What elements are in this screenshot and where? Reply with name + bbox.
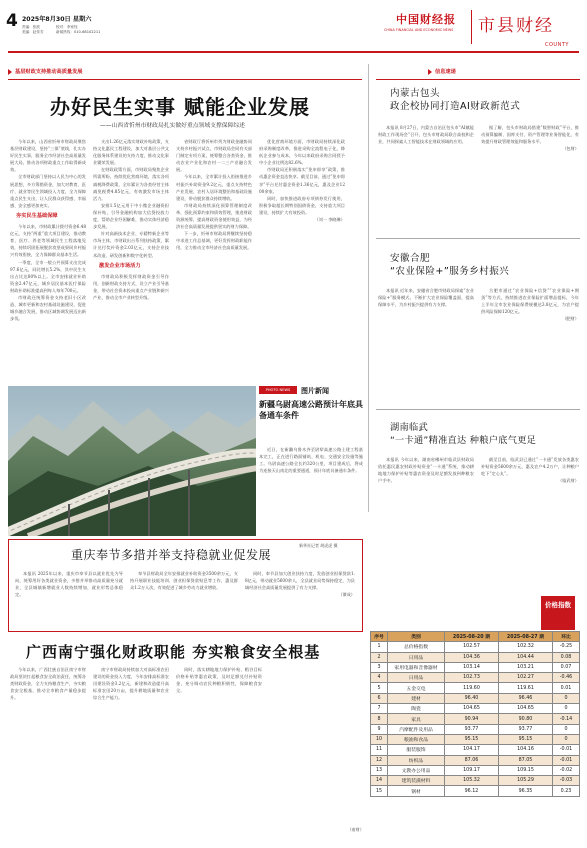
subsection-heading: 夯实民生基础保障 [16, 212, 58, 219]
table-cell: 87.05 [499, 755, 553, 765]
table-cell: 105.32 [445, 776, 499, 786]
table-cell: 粮油和食品 [388, 734, 445, 744]
chongqing-headline: 重庆奉节多措并举支持稳就业促发展 [71, 548, 272, 562]
price-index-table [370, 631, 580, 797]
table-row [371, 724, 580, 734]
table-cell: 104.44 [499, 652, 553, 662]
photo-news-badge: PHOTO NEWS [259, 386, 297, 394]
triangle-icon [428, 69, 432, 75]
table-cell: 109.17 [445, 765, 499, 775]
table-cell: -0.14 [553, 714, 580, 724]
paragraph: 在财政政策方面，市财政局聚焦企业所需所盼，持续优化营商环境，落实各项减税降费政策，全年累计为各类经营主体减免税费4.85亿元，有效激发市场主体活力。 [93, 167, 169, 201]
table-cell: 钢材 [388, 786, 445, 796]
table-row [371, 683, 580, 693]
table-cell: 0.08 [553, 652, 580, 662]
price-index-stamp: 价格指数 [541, 596, 575, 630]
paragraph: 今年以来，山西省忻州市财政局聚焦基层财政建设，坚持“三保”底线，扎实办好民生实事，服务全市经济社会高质量发展大局，推动各项财政重点工作取得新成效。 [10, 139, 86, 173]
right-article-3-body-b [481, 456, 579, 566]
header-divider [471, 10, 472, 44]
paragraph: 市财政局积极发挥财政资金引导作用，创新财政支持方式，设立产业引导基金，带动社会资本投向重点产业链和新兴产业，推动全市产业转型升级。 [93, 273, 169, 300]
column-header: 2025-08-27 期 [499, 632, 553, 642]
table-cell: 90.80 [499, 714, 553, 724]
paragraph: 同时，加快推进政府专项债券发行使用，积极争取超长期特别国债资金，支持重大项目建设，持续扩大有效投资。 [259, 195, 345, 215]
guangxi-col-2 [93, 666, 169, 842]
main-col-3 [176, 138, 252, 371]
table-cell: -0.46 [553, 673, 580, 683]
photo-news-label: 图片新闻 [301, 387, 329, 395]
table-cell: 3 [371, 662, 388, 672]
table-cell: 95.15 [499, 734, 553, 744]
paragraph: 今年以来，市财政累计拨付资金6.48亿元，支持“两重”重大项目建设，推动教育、医疗、养老等领域民生工程落地见效，持续巩固拓展脱贫攻坚成果同乡村振兴有效衔接，全力保障群众基本生活。 [10, 224, 86, 258]
table-cell: 87.06 [445, 755, 499, 765]
table-cell: 95.15 [445, 734, 499, 744]
table-cell: 0.01 [553, 683, 580, 693]
table-cell: 文教办公用品 [388, 765, 445, 775]
photo-news-caption [259, 446, 363, 546]
divider [376, 79, 580, 80]
guangxi-col-1 [10, 666, 86, 842]
table-cell: 90.94 [445, 714, 499, 724]
paragraph: 南宁市财政局持续加大对高标准农田建设的资金投入力度，今年安排高标准农田建设资金3.2亿元，新建和改造提升高标准农田20万亩，提升耕地质量和农业综合生产能力。 [93, 667, 169, 701]
paragraph: 优化营商环境方面，市财政局持续深化政府采购制度改革，推进采购全流程电子化，降低企业参与成本，今年以来政府采购合同授予中小企业比例达82.6%。 [259, 139, 345, 166]
table-cell: 96.12 [445, 786, 499, 796]
paragraph: 今年以来，广西壮族自治区南宁市财政局坚决扛起粮食安全政治责任，统筹各类财政资金，全力支持粮食生产，夯实粮食安全根基，推动全市粮食产量稳步提升。 [10, 667, 86, 701]
chongqing-col-3 [245, 570, 355, 628]
table-cell: 96.46 [499, 693, 553, 703]
table-cell: 104.65 [445, 704, 499, 714]
table-cell: 家用电器和音像器材 [388, 662, 445, 672]
column-divider [368, 64, 369, 512]
table-cell: 104.65 [499, 704, 553, 714]
paragraph: 一季度，全市一般公共预算支出完成97.6亿元，同比增长5.2%，其中民生支出占比达80%以上。全市安排就业补助资金2.47亿元，城乡居民基本医疗保险财政补助标准提高到每人每年700元。 [10, 259, 86, 293]
guangxi-col-3 [176, 666, 262, 842]
main-subhead: ——山西省忻州市财政局扎实做好重点领域支撑保障综述 [100, 123, 245, 129]
section-label: 基层财政支持推动高质量发展 [8, 68, 82, 75]
author-credit: （刘一 李晓琳） [314, 217, 345, 223]
table-cell: 0 [553, 734, 580, 744]
paragraph: 本报讯 8月27日，内蒙古自治区包头市“AI赋能财政工作现场会”召开，包头市财政局联合高校和企业，共同探索人工智能技术在财政领域的应用。 [378, 125, 474, 145]
divider [376, 409, 580, 410]
table-cell: 102.27 [499, 673, 553, 683]
paper-logo: 中国财经报 [396, 13, 456, 26]
table-cell: 93.77 [445, 724, 499, 734]
column-header: 类别 [388, 632, 445, 642]
paragraph: 截至目前，临武县已通过“一卡通”发放各类惠农补贴资金5600余万元，惠及农户4.2万户，让种粮户吃下“定心丸”。 [481, 457, 579, 477]
editor-line: 美编：赵传芳 [22, 30, 44, 34]
table-cell: 104.36 [445, 652, 499, 662]
table-row [371, 693, 580, 703]
table-cell: -0.01 [553, 755, 580, 765]
author-credit: （临武财） [558, 478, 579, 484]
table-cell: 7 [371, 704, 388, 714]
right-article-1-title: 内蒙古包头 政企校协同打造AI财政新范式 [390, 88, 521, 112]
right-article-2-title: 安徽合肥 “农业保险+”服务乡村振兴 [390, 253, 510, 277]
paragraph: 同时，落实耕地地力保护补贴、稻谷目标价格补贴等惠农政策，及时足额兑付补贴资金，充分调动农民种粮积极性，保障粮食安全。 [176, 667, 262, 694]
table-row [371, 704, 580, 714]
table-row [371, 642, 580, 652]
table-cell: 总价格指数 [388, 642, 445, 652]
table-cell: 13 [371, 765, 388, 775]
table-cell: 104.17 [445, 745, 499, 755]
paragraph: 全市财政部门坚持以人民为中心的发展思想，多方筹措资金，加大对教育、医疗、就业等民生领域投入力度，全力保障重点民生支出，让人民群众获得感、幸福感、安全感更加充实。 [10, 174, 86, 208]
paragraph: 安排1.5亿元用于中小微企业融资担保补贴，引导金融机构加大信贷投放力度，帮助企业纾困解难，推动实体经济稳步发展。 [93, 202, 169, 230]
masthead [0, 0, 587, 56]
table-row [371, 652, 580, 662]
table-cell: 5 [371, 683, 388, 693]
editor-line: 责编：张波 [22, 25, 40, 29]
paragraph: 本报讯 今年以来，湖南省郴州市临武县财政局依托惠民惠农财政补贴资金“一卡通”系统，推动耕地地力保护补贴等惠农资金及时足额发放到种粮农户手中。 [378, 457, 474, 484]
paragraph: 本报讯 2025年以来，重庆市奉节县以就业优先为导向，统筹用好各类就业资金，多措并举推动高质量充分就业，全县城镇新增就业人数持续增加，就业形势总体稳定。 [15, 571, 123, 598]
right-article-1-body-b [481, 124, 579, 234]
paper-name-en: CHINA FINANCIAL AND ECONOMIC NEWS [384, 28, 454, 32]
table-cell: -0.02 [553, 765, 580, 775]
table-cell: 103.14 [445, 662, 499, 672]
table-cell: -0.03 [553, 776, 580, 786]
table-cell: 2 [371, 652, 388, 662]
paragraph: 本报讯 近年来，安徽省合肥市财政局探索“农业保险+”服务模式，不断扩大农业保险覆盖面，提高保障水平，为乡村振兴提供有力支撑。 [378, 288, 474, 308]
table-header-row [371, 632, 580, 642]
table-cell: 103.21 [499, 662, 553, 672]
table-cell: 日用品 [388, 652, 445, 662]
table-cell: 93.77 [499, 724, 553, 734]
table-cell: 0.07 [553, 662, 580, 672]
guangxi-col-4 [269, 666, 364, 842]
paragraph: 针对高新技术企业、专精特新企业等市场主体，市财政出台系列扶持政策，累计兑付奖补资金2.03亿元，支持企业技术改造、研发创新和数字化转型。 [93, 231, 169, 258]
table-cell: 日用品 [388, 673, 445, 683]
table-cell: 12 [371, 755, 388, 765]
table-cell: 96.40 [445, 693, 499, 703]
table-cell: 102.57 [445, 642, 499, 652]
right-article-3-title: 湖南临武 “一卡通”精准直达 种粮户底气更足 [390, 422, 537, 446]
author-credit: （包财） [562, 146, 579, 152]
column-header: 序号 [371, 632, 388, 642]
chongqing-col-2 [130, 570, 238, 628]
guangxi-headline: 广西南宁强化财政职能 夯实粮食安全根基 [26, 643, 321, 661]
table-cell: -0.25 [553, 642, 580, 652]
paragraph: 市财政局还积极落实“免申即享”政策，推动惠企资金直达快享。截至目前，通过“免申即享”平台兑付惠企资金1.36亿元，惠及企业1200余家。 [259, 167, 345, 194]
table-cell: 11 [371, 745, 388, 755]
table-cell: 建材 [388, 693, 445, 703]
triangle-icon [8, 69, 12, 75]
paragraph: 支出1.26亿元落实财政补贴政策，支持文化惠民工程建设，加大对基层公共文化服务体系建设的支持力度，推动文化事业繁荣发展。 [93, 139, 169, 166]
author-credit: （谭成） [338, 592, 355, 598]
section-title: 市县财经 [478, 16, 554, 36]
paragraph: 市财政还统筹资金支持老旧小区改造、城市更新和农村基础设施建设，促进城乡融合发展，推动区域协调发展迈出新步伐。 [10, 294, 86, 322]
table-cell: 102.73 [445, 673, 499, 683]
table-cell: 建筑装潢材料 [388, 776, 445, 786]
photo-news-headline: 新疆乌尉高速公路预计年底具备通车条件 [259, 400, 363, 420]
divider [376, 238, 580, 239]
table-cell: 8 [371, 714, 388, 724]
table-row [371, 673, 580, 683]
divider [8, 79, 362, 80]
main-col-4 [259, 138, 345, 371]
paragraph: 合肥市通过“农业保险+信贷”“农业保险+期货”等方式，持续推进农业保险扩面增品提标，今年上半年全市农业保险保费规模达3.8亿元，为农户提供风险保障120亿元。 [481, 288, 579, 315]
paragraph: 市财政局持续深化预算管理制度改革，强化预算约束和绩效管理，推进财政资源统筹，提高财政资金使用效益，为经济社会高质量发展提供坚实的财力保障。 [176, 202, 252, 230]
table-cell: 陶瓷 [388, 704, 445, 714]
table-cell: 119.61 [499, 683, 553, 693]
highway-photo [8, 386, 256, 536]
paragraph: 今年以来，全市累计投入衔接推进乡村振兴补助资金9.2亿元，重点支持特色产业发展、农村人居环境整治和基础设施建设，带动脱贫群众持续增收。 [176, 174, 252, 201]
table-row [371, 786, 580, 796]
masthead-rule [8, 51, 579, 53]
paragraph: 省财政厅将忻州市列为财政金融协同支持乡村振兴试点，市财政局会同有关部门制定专项方案，统筹整合各类资金，推动农业产业化和农村一二三产业融合发展。 [176, 139, 252, 173]
table-row [371, 662, 580, 672]
section-title-en: COUNTY [545, 42, 569, 48]
paragraph: 奉节县财政局全年安排就业补助资金3500余万元，支持开展职业技能培训、创业担保贷款贴息等工作，惠及群众1.2万人次，有效促进了城乡劳动力就业增收。 [130, 571, 238, 591]
main-col-2 [93, 138, 169, 371]
author-credit: （南财） [347, 827, 364, 832]
table-cell: 五金交电 [388, 683, 445, 693]
table-cell: 1 [371, 642, 388, 652]
table-cell: 119.60 [445, 683, 499, 693]
right-article-2-body-a [378, 287, 474, 405]
caption-text: 近日，在新疆乌鲁木齐至尉犁高速公路土建工程基本完工，正在进行路面铺筑、机电、交通安全设施等施工。乌尉高速公路全长约320公里，项目建成后，将成为连接天山南北的重要通道，预计年底具备通车条件。 [259, 447, 363, 474]
table-cell: 14 [371, 776, 388, 786]
subsection-heading: 激发企业市场活力 [99, 262, 141, 269]
table-cell: 0.23 [553, 786, 580, 796]
table-cell: 104.16 [499, 745, 553, 755]
table-cell: 0 [553, 693, 580, 703]
table-row [371, 714, 580, 724]
table-cell: 0 [553, 724, 580, 734]
table-row [371, 755, 580, 765]
editor-line: 校对：李家钰 [56, 25, 78, 29]
right-section-label: 信息速递 [428, 68, 456, 75]
table-cell: 10 [371, 734, 388, 744]
right-article-2-body-b [481, 287, 579, 405]
paragraph: 据了解，包头市财政局搭建“数智财政”平台，推动预算编制、国库支付、资产管理等业务智能化，有效提升财政管理效能和服务水平。 [481, 125, 579, 145]
table-cell: 6 [371, 693, 388, 703]
issue-date: 2025年8月30日 星期六 [22, 16, 92, 23]
chongqing-col-1 [15, 570, 123, 628]
paragraph: 同时，奉节县加大创业扶持力度，发放创业担保贷款1.8亿元，带动就业5600余人，全县就业局势保持稳定，为县域经济社会高质量发展提供了有力支撑。 [245, 571, 355, 591]
column-header: 2025-08-20 期 [445, 632, 499, 642]
table-cell: 纺织品 [388, 755, 445, 765]
table-row [371, 734, 580, 744]
table-cell: -0.01 [553, 745, 580, 755]
paragraph: 下一步，忻州市财政局将继续坚持稳中求进工作总基调，更好发挥财政职能作用，全力推动全市经济社会高质量发展。 [176, 231, 252, 251]
author-credit: （肥财） [562, 316, 579, 322]
table-cell: 汽摩配件及用品 [388, 724, 445, 734]
table-cell: 105.29 [499, 776, 553, 786]
table-cell: 4 [371, 673, 388, 683]
table-cell: 96.35 [499, 786, 553, 796]
chongqing-box [8, 539, 363, 632]
table-row [371, 776, 580, 786]
table-cell: 家具 [388, 714, 445, 724]
table-cell: 服装服饰 [388, 745, 445, 755]
hotline: 新闻热线：010-68102211 [56, 30, 101, 34]
right-article-1-body-a [378, 124, 474, 234]
table-row [371, 765, 580, 775]
page-number: 4 [6, 11, 18, 31]
column-header: 环比 [553, 632, 580, 642]
table-cell: 9 [371, 724, 388, 734]
table-row [371, 745, 580, 755]
table-cell: 102.32 [499, 642, 553, 652]
table-cell: 109.15 [499, 765, 553, 775]
photo-credit: 新华社记者 胡虎虎 摄 [299, 543, 338, 548]
right-article-3-body-a [378, 456, 474, 566]
main-headline: 办好民生实事 赋能企业发展 [50, 95, 310, 119]
table-cell: 0 [553, 704, 580, 714]
table-cell: 15 [371, 786, 388, 796]
main-col-1 [10, 138, 86, 371]
